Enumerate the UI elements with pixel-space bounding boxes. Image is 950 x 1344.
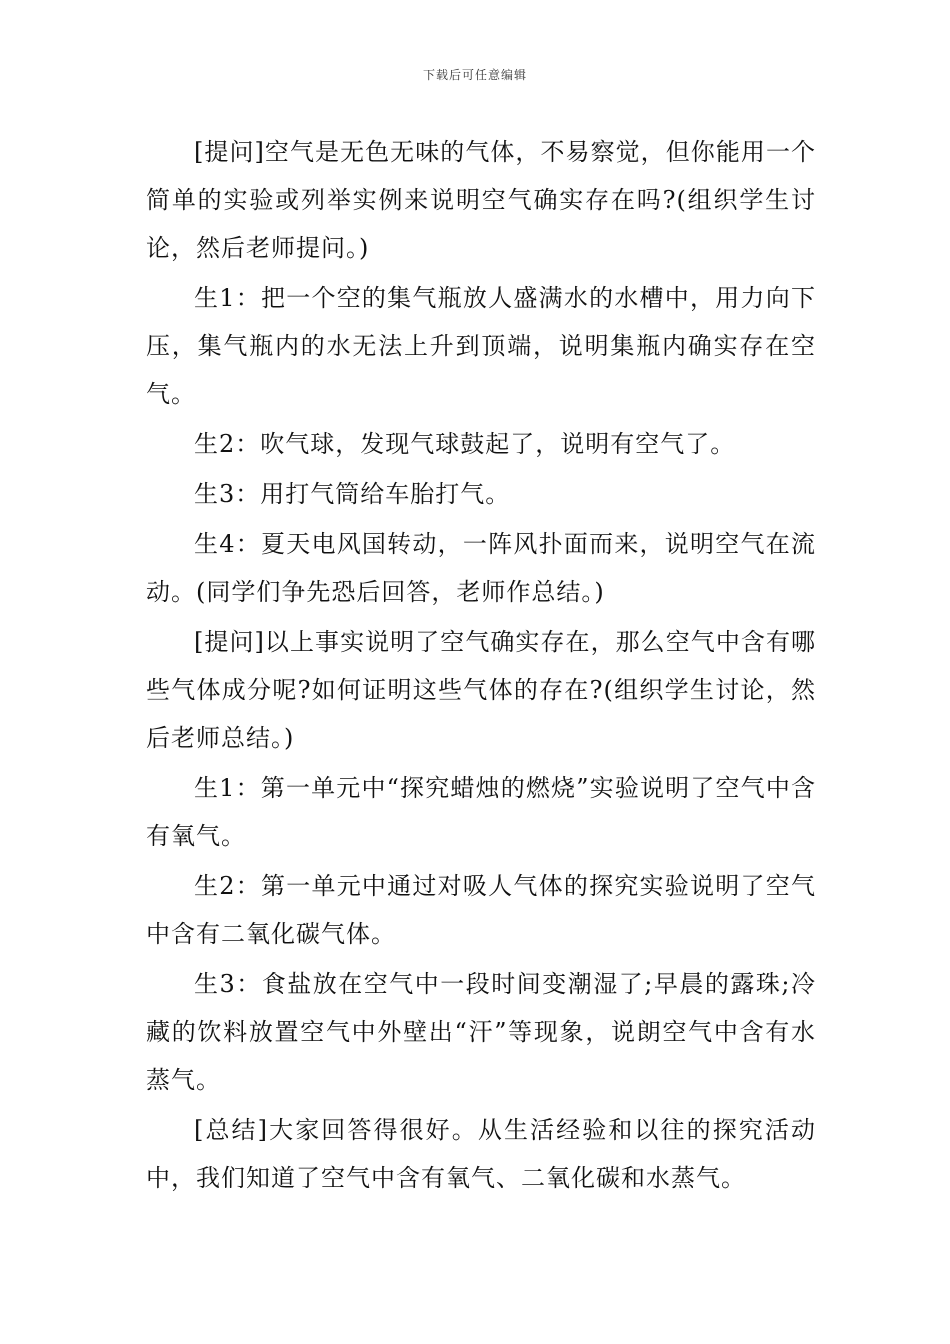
paragraph-student-4-answer-1: 生4：夏天电风国转动，一阵风扑面而来，说明空气在流动。(同学们争先恐后回答，老师作总结。) [146, 530, 816, 606]
paragraph-student-2-answer-2: 生2：第一单元中通过对吸人气体的探究实验说明了空气中含有二氧化碳气体。 [146, 872, 816, 948]
paragraph-student-1-answer-1: 生1：把一个空的集气瓶放人盛满水的水槽中，用力向下压，集气瓶内的水无法上升到顶端，说明集瓶内确实存在空气。 [146, 284, 816, 408]
paragraph-summary: [总结]大家回答得很好。从生活经验和以往的探究活动中，我们知道了空气中含有氧气、二氧化碳和水蒸气。 [146, 1116, 816, 1192]
paragraph-student-3-answer-1: 生3：用打气筒给车胎打气。 [194, 480, 511, 508]
paragraph-student-1-answer-2: 生1：第一单元中“探究蜡烛的燃烧”实验说明了空气中含有氧气。 [146, 774, 816, 850]
paragraph-student-3-answer-2: 生3：食盐放在空气中一段时间变潮湿了;早晨的露珠;冷藏的饮料放置空气中外壁出“汗”等现象，说朗空气中含有水蒸气。 [146, 970, 816, 1094]
paragraph-student-2-answer-1: 生2：吹气球，发现气球鼓起了，说明有空气了。 [194, 430, 736, 458]
header-note: 下载后可任意编辑 [422, 68, 527, 82]
document-body [146, 128, 816, 1202]
paragraph-question-2: [提问]以上事实说明了空气确实存在，那么空气中含有哪些气体成分呢?如何证明这些气体的存在?(组织学生讨论，然后老师总结。) [146, 628, 816, 752]
paragraph-question-1: [提问]空气是无色无味的气体，不易察觉，但你能用一个简单的实验或列举实例来说明空气确实存在吗?(组织学生讨论，然后老师提问。) [146, 138, 816, 262]
